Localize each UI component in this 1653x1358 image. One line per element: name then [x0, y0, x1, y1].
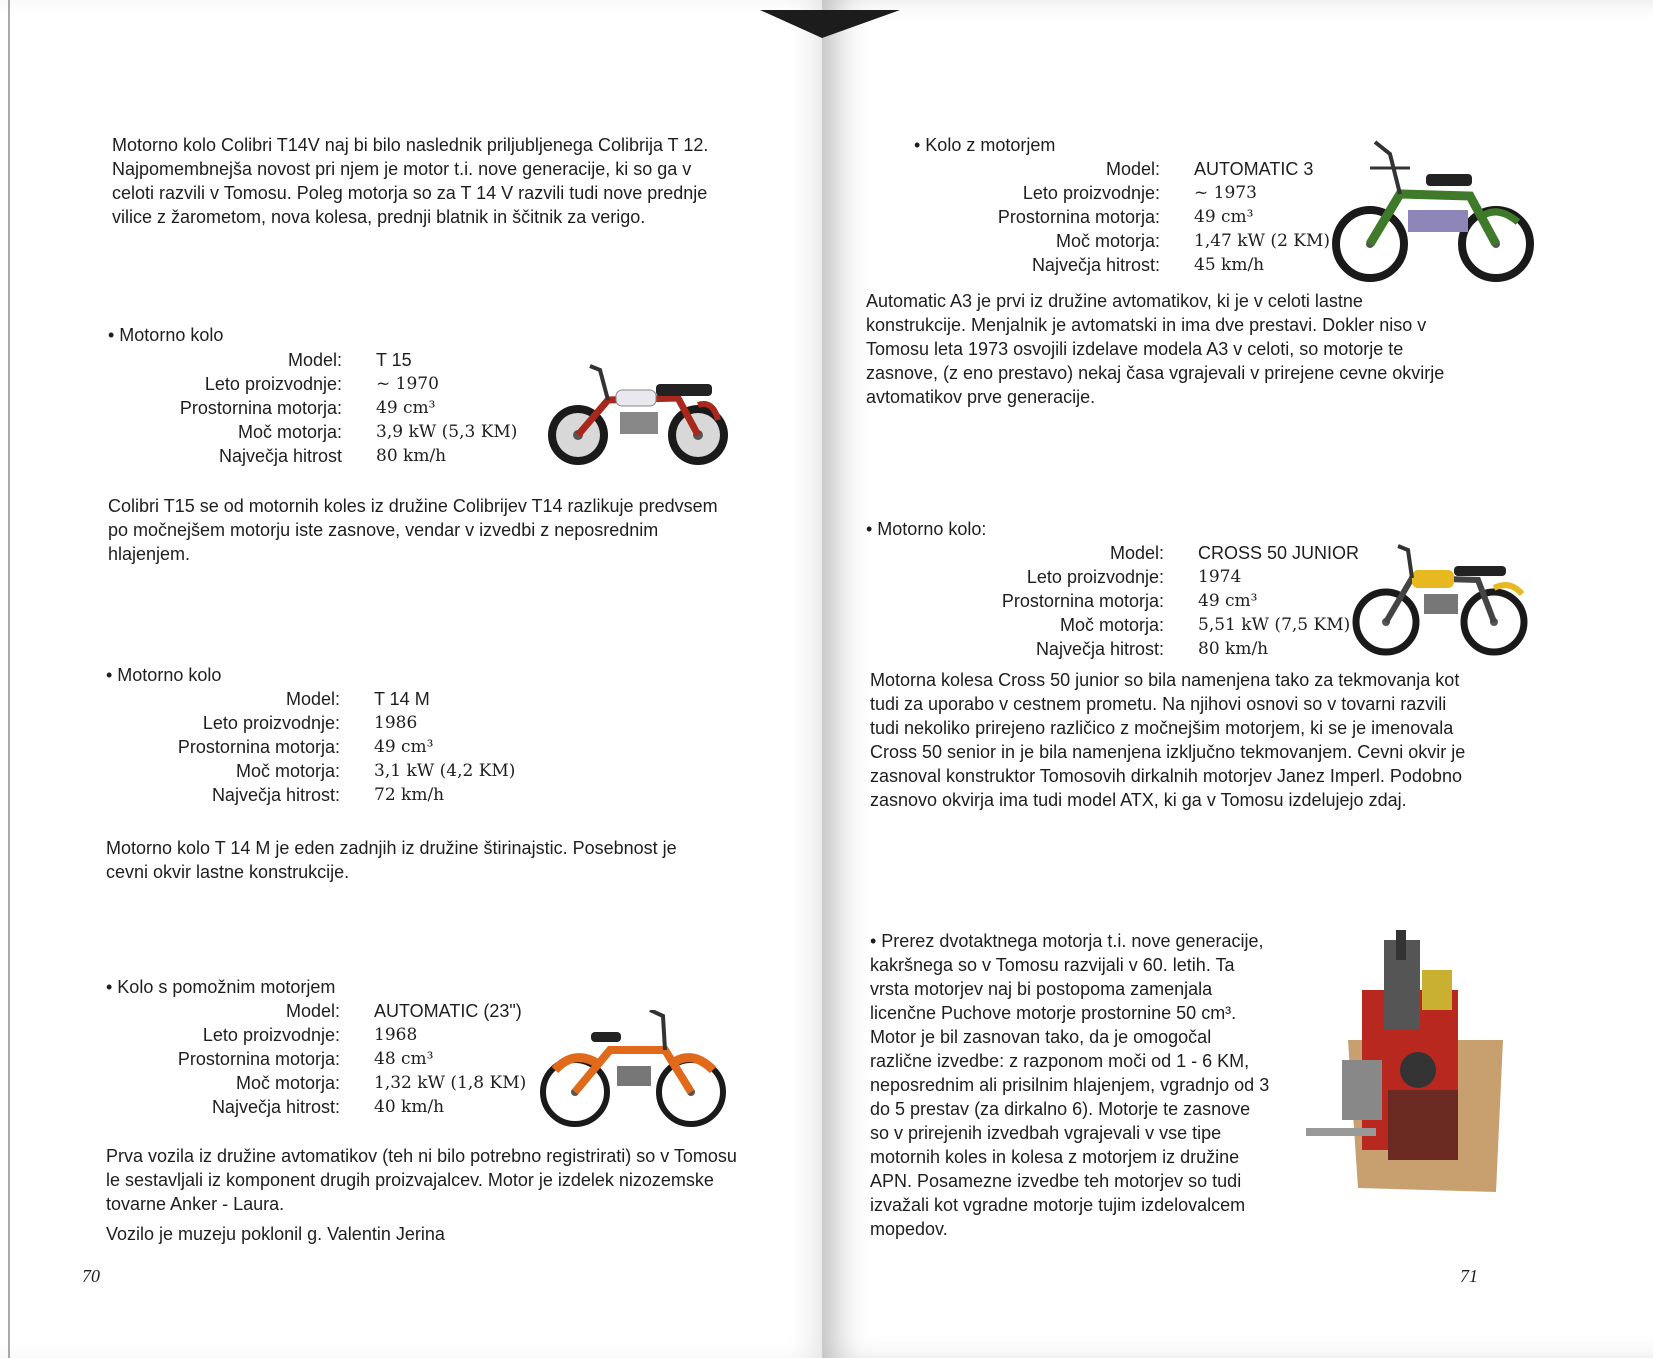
- spec-value: 49 cm³: [376, 398, 436, 418]
- spec-label: Model:: [1105, 159, 1160, 179]
- spec-label: Leto proizvodnje:: [204, 374, 342, 394]
- spec-value: ~ 1973: [1194, 183, 1257, 203]
- spec-value: T 15: [376, 350, 412, 370]
- spec-value: ~ 1970: [376, 374, 439, 394]
- page-number-left: 70: [82, 1266, 100, 1286]
- spec-table-t14m: [98, 687, 515, 807]
- entry-heading-t15: • Motorno kolo: [108, 325, 224, 345]
- engine-cutaway-photo: [1298, 930, 1510, 1192]
- engine-cutaway-paragraph: • Prerez dvotaktnega motorja t.i. nove generacije, kakršnega so v Tomosu razvijali v 60. letih. Ta vrsta motorjev naj bi postopoma zamenjala licenčne Puchove motorje prostornine 50 cm³. Motor je bil zasnovan tako, da je omogočal različne izvedbe: z razponom moči od 1 - 6 KM, neposrednim ali prisilnim hlajenjem, vgradnjo od 3 do 5 prestav (za dirkalno 6). Motorje te zasnove so v prirejenih izvedbah vgrajevali v vse tipe motornih koles in kolesa z motorjem iz družine APN. Posamezne izvedbe teh motorjev so tudi izvažali kot vgradne motorje tujim izdelovalcem mopedov.: [870, 931, 1270, 1239]
- spec-table-automatic-3: [904, 157, 1330, 277]
- spec-label: Moč motorja:: [235, 1073, 340, 1093]
- spec-value: 49 cm³: [1198, 591, 1258, 611]
- spec-label: Prostornina motorja:: [997, 207, 1160, 227]
- moped-photo-automatic-3: [1330, 134, 1534, 284]
- spec-value: T 14 M: [374, 689, 430, 709]
- donation-note: Vozilo je muzeju poklonil g. Valentin Jerina: [106, 1224, 445, 1244]
- spec-label: Največja hitrost:: [211, 785, 340, 805]
- spec-table-t15: [100, 348, 517, 468]
- spec-label: Največja hitrost:: [1035, 639, 1164, 659]
- spec-value: 72 km/h: [374, 785, 445, 805]
- spec-label: Model:: [285, 1001, 340, 1021]
- spec-label: Največja hitrost:: [1031, 255, 1160, 275]
- spec-value: 49 cm³: [374, 737, 434, 757]
- spec-label: Leto proizvodnje:: [202, 713, 340, 733]
- entry-description-cross-50-junior: Motorna kolesa Cross 50 junior so bila namenjena tako za tekmovanja kot tudi za uporabo v cestnem prometu. Na njihovi osnovi so v tovarni razvili tudi nekoliko prirejeno različico z močnejšim motorjem, ki se je imenovala Cross 50 senior in je bila namenjena izključno tekmovanjem. Cevni okvir je zasnoval konstruktor Tomosovih dirkalnih motorjev Janez Imperl. Podobno zasnovo okvirja ima tudi model ATX, ki ga v Tomosu izdelujejo zdaj.: [870, 670, 1466, 810]
- scan-edge: [8, 0, 10, 1358]
- spec-label: Leto proizvodnje:: [1026, 567, 1164, 587]
- entry-heading-automatic-23: • Kolo s pomožnim motorjem: [106, 977, 336, 997]
- spec-value: 40 km/h: [374, 1097, 445, 1117]
- spec-value: 1986: [374, 713, 418, 733]
- spec-label: Moč motorja:: [235, 761, 340, 781]
- binding-gutter-mark: [760, 10, 900, 38]
- spec-value: 1,32 kW (1,8 KM): [374, 1073, 527, 1093]
- spec-table-cross-50-junior: [910, 541, 1359, 661]
- motorcycle-photo-cross-50-junior: [1350, 544, 1530, 659]
- spec-value: 1968: [374, 1025, 418, 1045]
- moped-photo-automatic-23: [535, 1010, 730, 1130]
- spec-value: 80 km/h: [376, 446, 447, 466]
- entry-description-t14m: Motorno kolo T 14 M je eden zadnjih iz družine štirinajstic. Posebnost je cevni okvir lastne konstrukcije.: [106, 838, 677, 882]
- spec-label: Moč motorja:: [1059, 615, 1164, 635]
- spec-label: Prostornina motorja:: [179, 398, 342, 418]
- spec-label: Moč motorja:: [1055, 231, 1160, 251]
- spec-label: Model:: [285, 689, 340, 709]
- spec-value: 1974: [1198, 567, 1242, 587]
- spec-label: Model:: [1109, 543, 1164, 563]
- spec-label: Prostornina motorja:: [177, 1049, 340, 1069]
- spec-label: Moč motorja:: [237, 422, 342, 442]
- spec-value: 49 cm³: [1194, 207, 1254, 227]
- spec-value: 1,47 kW (2 KM): [1194, 231, 1331, 251]
- spec-label: Prostornina motorja:: [1001, 591, 1164, 611]
- spec-value: AUTOMATIC (23"): [374, 1001, 522, 1021]
- spec-label: Največja hitrost:: [211, 1097, 340, 1117]
- spec-value: 48 cm³: [374, 1049, 434, 1069]
- entry-heading-cross-50-junior: • Motorno kolo:: [866, 519, 987, 539]
- entry-heading-automatic-3: • Kolo z motorjem: [914, 135, 1056, 155]
- entry-heading-t14m: • Motorno kolo: [106, 665, 222, 685]
- spec-table-automatic-23: [98, 999, 526, 1119]
- right-page: [822, 0, 1653, 1358]
- spec-value: AUTOMATIC 3: [1194, 159, 1314, 179]
- spec-label: Leto proizvodnje:: [202, 1025, 340, 1045]
- page-number-right: 71: [1460, 1266, 1478, 1286]
- entry-description-automatic-3: Automatic A3 je prvi iz družine avtomatikov, ki je v celoti lastne konstrukcije. Menjalnik je avtomatski in ima dve prestavi. Dokler niso v Tomosu leta 1973 osvojili izdelave modela A3 v celoti, so motorje te zasnove, (z eno prestavo) nekaj časa vgrajevali v prirejene cevne okvirje avtomatikov prve generacije.: [866, 291, 1445, 407]
- entry-description-t15: Colibri T15 se od motornih koles iz družine Colibrijev T14 razlikuje predvsem po močnejšem motorju iste zasnove, vendar v izvedbi z neposrednim hlajenjem.: [108, 496, 718, 564]
- spec-label: Prostornina motorja:: [177, 737, 340, 757]
- entry-description-automatic-23: Prva vozila iz družine avtomatikov (teh ni bilo potrebno registrirati) so v Tomosu le sestavljali iz komponent drugih proizvajalcev. Motor je izdelek nizozemske tovarne Anker - Laura.: [106, 1146, 737, 1214]
- motorcycle-photo-t15: [538, 360, 738, 470]
- spec-value: CROSS 50 JUNIOR: [1198, 543, 1360, 563]
- spec-label: Model:: [287, 350, 342, 370]
- spec-value: 45 km/h: [1194, 255, 1265, 275]
- spec-value: 80 km/h: [1198, 639, 1269, 659]
- intro-paragraph: Motorno kolo Colibri T14V naj bi bilo naslednik priljubljenega Colibrija T 12. Najpomembnejša novost pri njem je motor t.i. nove generacije, ki so ga v celoti razvili v Tomosu. Poleg motorja so za T 14 V razvili tudi nove prednje vilice z žarometom, nova kolesa, prednji blatnik in ščitnik za verigo.: [112, 135, 709, 227]
- spec-value: 3,1 kW (4,2 KM): [374, 761, 516, 781]
- spec-label: Leto proizvodnje:: [1022, 183, 1160, 203]
- spec-label: Največja hitrost: [218, 446, 342, 466]
- spec-value: 3,9 kW (5,3 KM): [376, 422, 518, 442]
- left-page: [0, 0, 822, 1358]
- spec-value: 5,51 kW (7,5 KM): [1198, 615, 1351, 635]
